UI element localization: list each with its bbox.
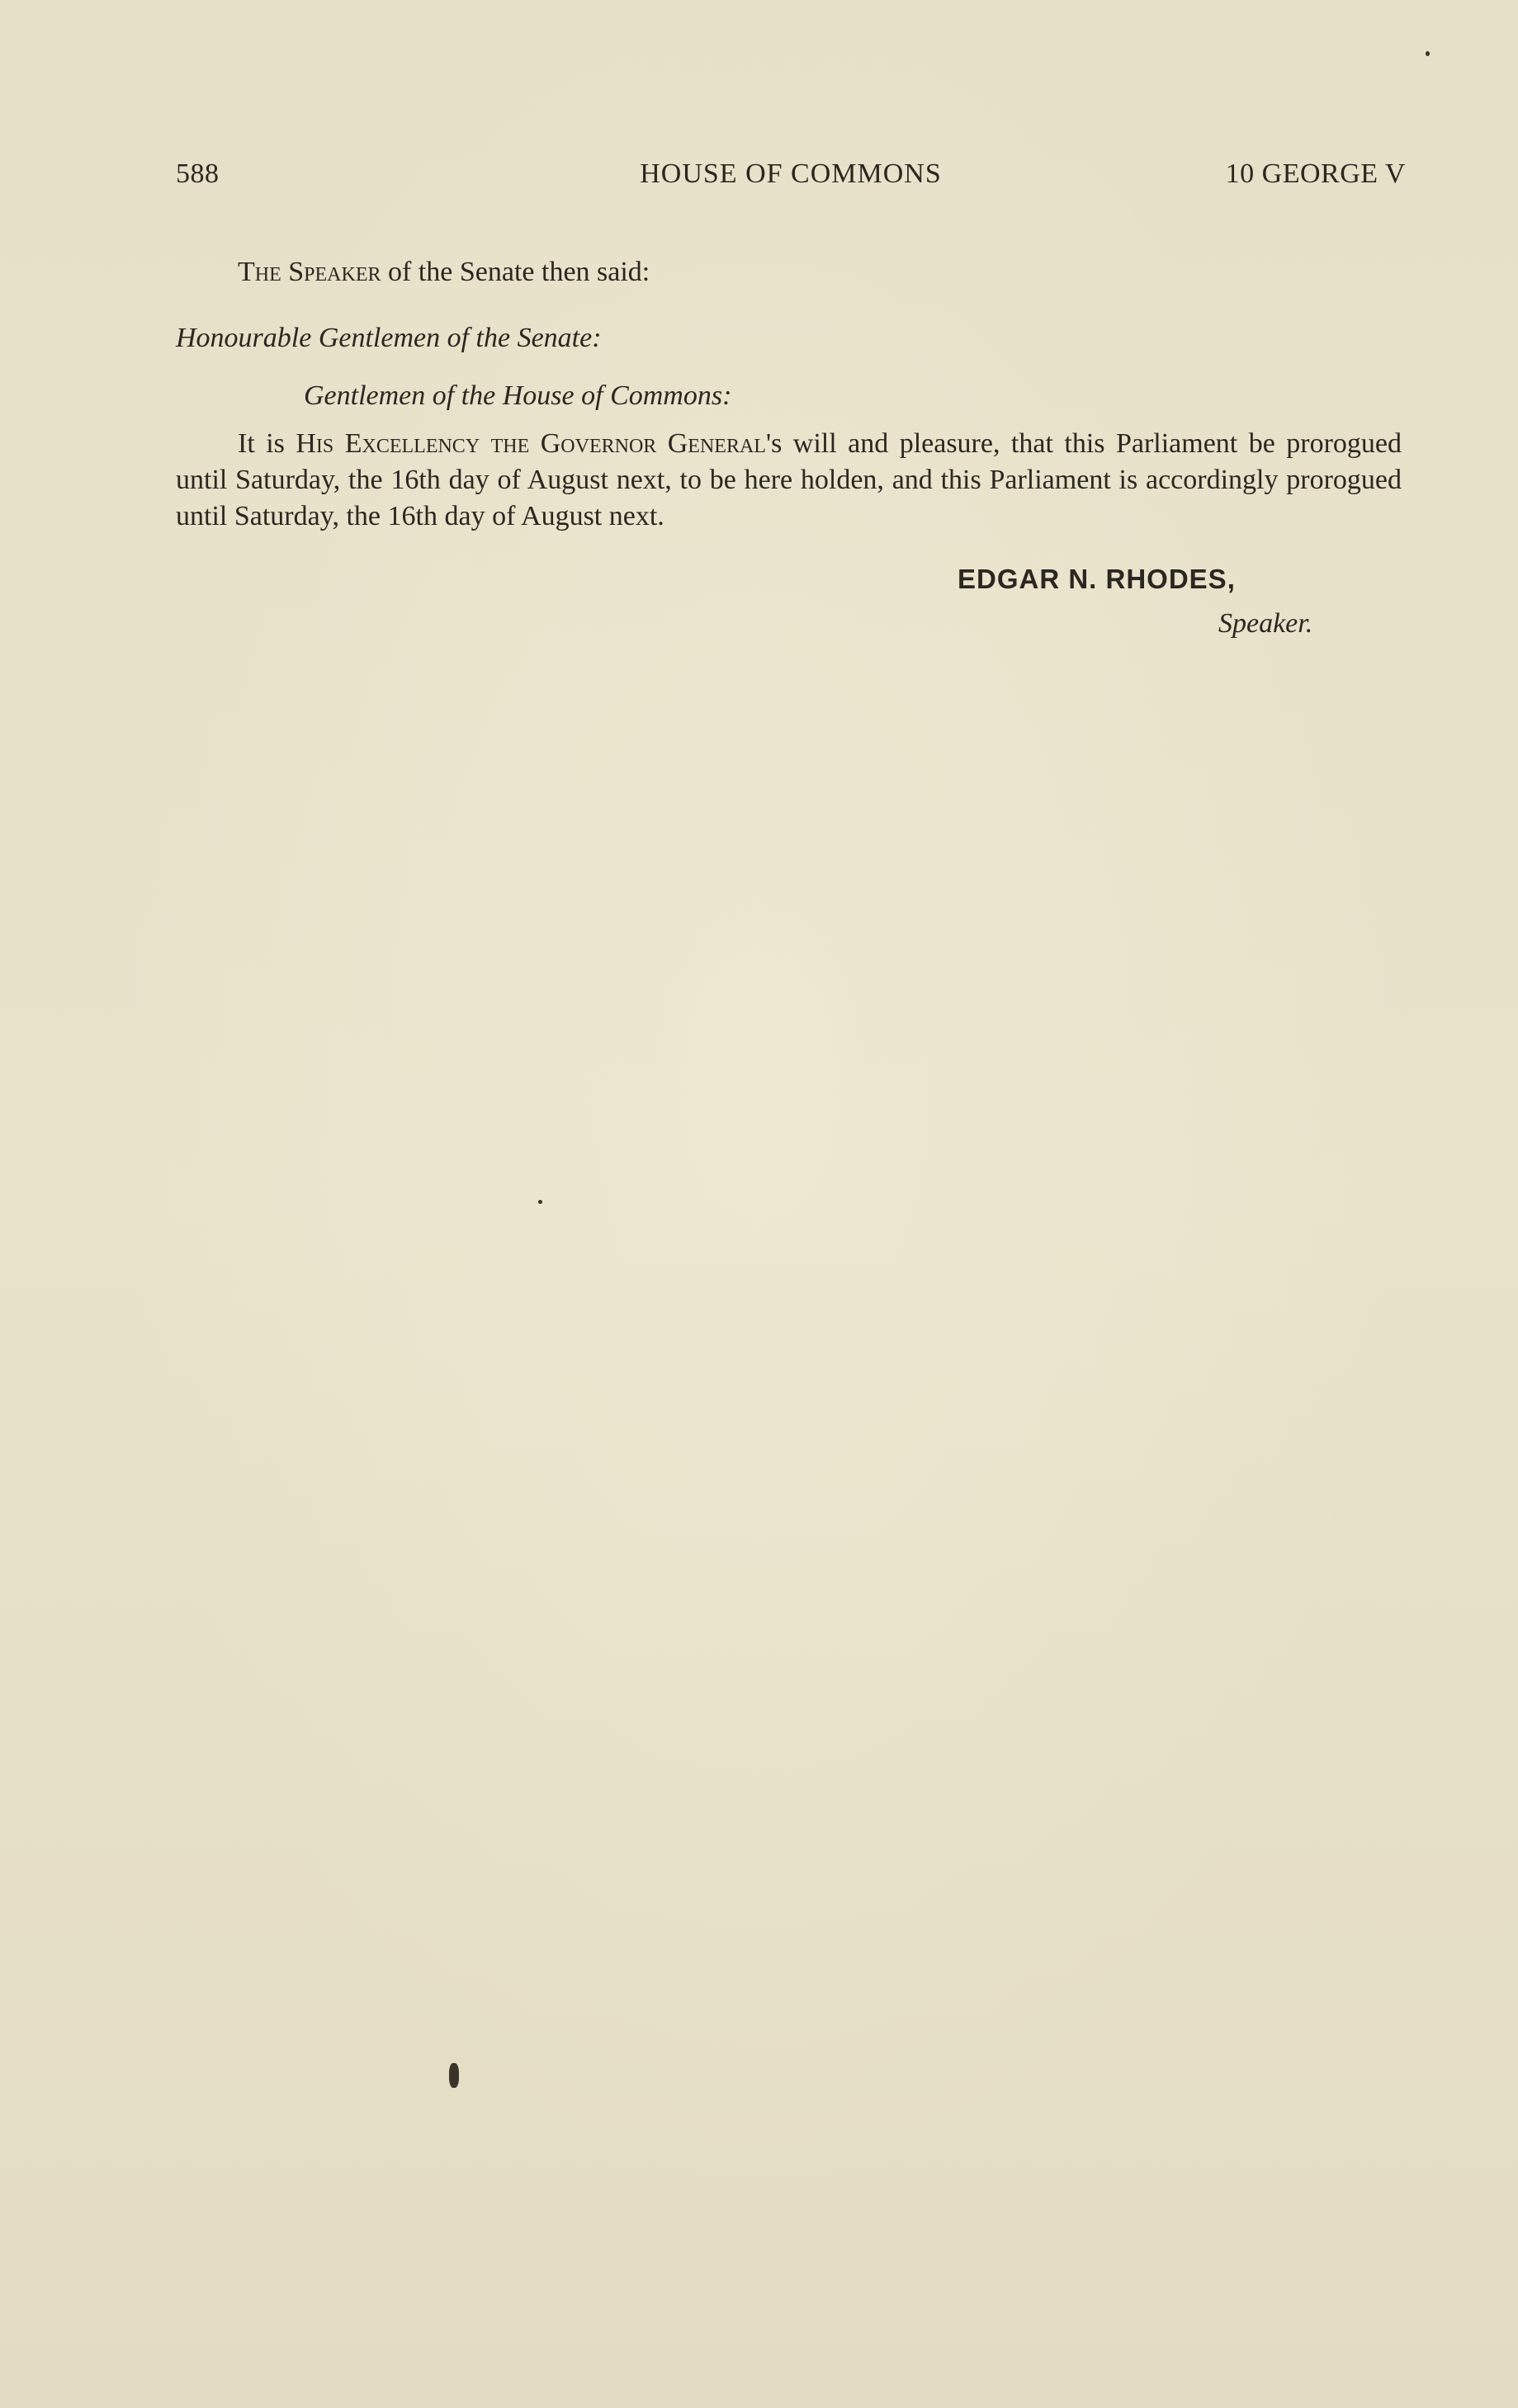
proclamation-start: It is bbox=[238, 428, 296, 459]
ink-speck bbox=[1426, 51, 1430, 56]
ink-speck bbox=[538, 1200, 542, 1204]
signatory-name: EDGAR N. RHODES, bbox=[958, 564, 1236, 594]
salutation-senate: Honourable Gentlemen of the Senate: bbox=[176, 323, 602, 353]
intro-line bbox=[238, 254, 650, 290]
proclamation-paragraph bbox=[176, 426, 1402, 535]
his-excellency-small-caps: His Excellency the Governor General bbox=[296, 428, 766, 459]
proclamation-rest: 's will and pleasure, that this Parliament be prorogued until Saturday, the 16th day of August next, to be here holden, and this Parliament is accordingly prorogued until Saturday, the 16th day of August next. bbox=[176, 428, 1402, 531]
ink-speck bbox=[449, 2063, 459, 2088]
page-header bbox=[176, 158, 1406, 200]
running-title: HOUSE OF COMMONS bbox=[640, 158, 942, 189]
salutation-commons: Gentlemen of the House of Commons: bbox=[304, 380, 732, 411]
page-number: 588 bbox=[176, 158, 220, 189]
regnal-year: 10 GEORGE V bbox=[1225, 158, 1406, 189]
signatory-title: Speaker. bbox=[1218, 608, 1313, 639]
intro-text: of the Senate then said: bbox=[381, 257, 650, 287]
speaker-small-caps: The Speaker bbox=[238, 257, 381, 287]
